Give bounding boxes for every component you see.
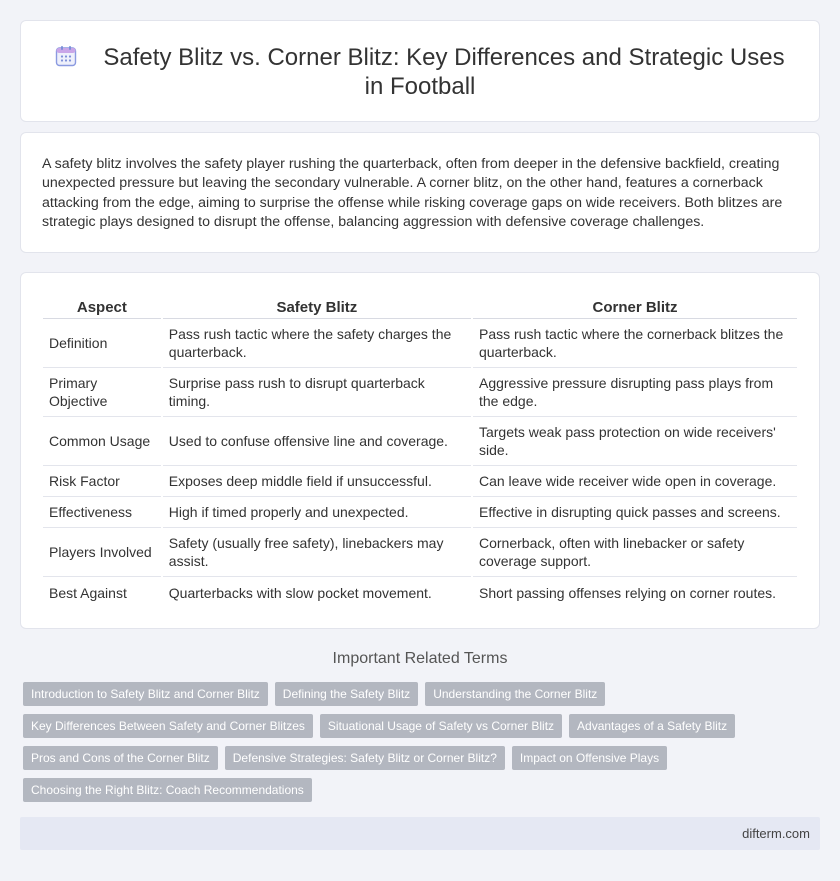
table-header-row [43, 297, 797, 319]
page-title: Safety Blitz vs. Corner Blitz: Key Differences and Strategic Uses in Football [103, 44, 785, 100]
cell-aspect: Best Against [49, 584, 127, 601]
cell-safety: Exposes deep middle field if unsuccessful. [163, 466, 471, 497]
table-row [43, 466, 797, 497]
cell-aspect: Risk Factor [43, 466, 161, 497]
page-title-row [21, 43, 819, 101]
related-terms-list [23, 682, 803, 810]
related-term-tag[interactable]: Understanding the Corner Blitz [425, 682, 605, 706]
cell-corner: Short passing offenses relying on corner routes. [478, 584, 777, 601]
header-aspect: Aspect [43, 297, 161, 319]
table-row [43, 528, 797, 577]
related-terms-title: Important Related Terms [332, 650, 508, 667]
related-term-tag[interactable]: Defensive Strategies: Safety Blitz or Corner Blitz? [225, 746, 505, 770]
tag-row [23, 682, 803, 706]
table-row [43, 417, 797, 466]
calendar-icon [55, 45, 77, 67]
cell-corner: Aggressive pressure disrupting pass plays from the edge. [473, 368, 797, 417]
cell-corner: Cornerback, often with linebacker or safety coverage support. [473, 528, 797, 577]
related-term-tag[interactable]: Choosing the Right Blitz: Coach Recommendations [23, 778, 312, 802]
cell-aspect: Primary Objective [43, 368, 161, 417]
table-row [43, 497, 797, 528]
related-term-tag[interactable]: Situational Usage of Safety vs Corner Blitz [320, 714, 562, 738]
related-term-tag[interactable]: Impact on Offensive Plays [512, 746, 667, 770]
header-safety-blitz: Safety Blitz [163, 297, 471, 319]
tag-row [23, 778, 803, 802]
cell-safety: Safety (usually free safety), linebackers may assist. [163, 528, 471, 577]
table-row [43, 368, 797, 417]
header-corner-blitz: Corner Blitz [473, 297, 797, 319]
cell-aspect: Common Usage [43, 417, 161, 466]
tag-row [23, 714, 803, 738]
cell-safety: Used to confuse offensive line and coverage. [163, 417, 471, 466]
cell-aspect: Definition [43, 319, 161, 368]
related-term-tag[interactable]: Key Differences Between Safety and Corner Blitzes [23, 714, 313, 738]
cell-corner: Pass rush tactic where the cornerback blitzes the quarterback. [473, 319, 797, 368]
cell-safety: Surprise pass rush to disrupt quarterback timing. [163, 368, 471, 417]
cell-corner: Targets weak pass protection on wide receivers' side. [473, 417, 797, 466]
related-term-tag[interactable]: Advantages of a Safety Blitz [569, 714, 735, 738]
comparison-table [41, 297, 799, 608]
footer-site-link[interactable]: difterm.com [742, 826, 810, 841]
intro-paragraph: A safety blitz involves the safety player rushing the quarterback, often from deeper in the defensive backfield, creating unexpected pressure but leaving the secondary vulnerable. A corner blitz, on the other hand, features a cornerback attacking from the edge, aiming to surprise the offense while risking coverage gaps on wide receivers. Both blitzes are strategic plays designed to disrupt the offense, balancing aggression with defensive coverage challenges. [42, 156, 783, 231]
cell-corner: Can leave wide receiver wide open in coverage. [473, 466, 797, 497]
cell-aspect: Effectiveness [43, 497, 161, 528]
related-term-tag[interactable]: Defining the Safety Blitz [275, 682, 418, 706]
cell-aspect: Players Involved [43, 528, 161, 577]
footer-bar [20, 817, 820, 850]
tag-row [23, 746, 803, 770]
related-term-tag[interactable]: Introduction to Safety Blitz and Corner Blitz [23, 682, 268, 706]
cell-safety: Quarterbacks with slow pocket movement. [168, 584, 432, 601]
related-term-tag[interactable]: Pros and Cons of the Corner Blitz [23, 746, 218, 770]
table-row [43, 577, 797, 608]
comparison-table-card [20, 272, 820, 629]
table-row [43, 319, 797, 368]
header-card [20, 20, 820, 122]
cell-safety: High if timed properly and unexpected. [163, 497, 471, 528]
cell-corner: Effective in disrupting quick passes and screens. [473, 497, 797, 528]
intro-card [20, 132, 820, 253]
cell-safety: Pass rush tactic where the safety charges the quarterback. [163, 319, 471, 368]
